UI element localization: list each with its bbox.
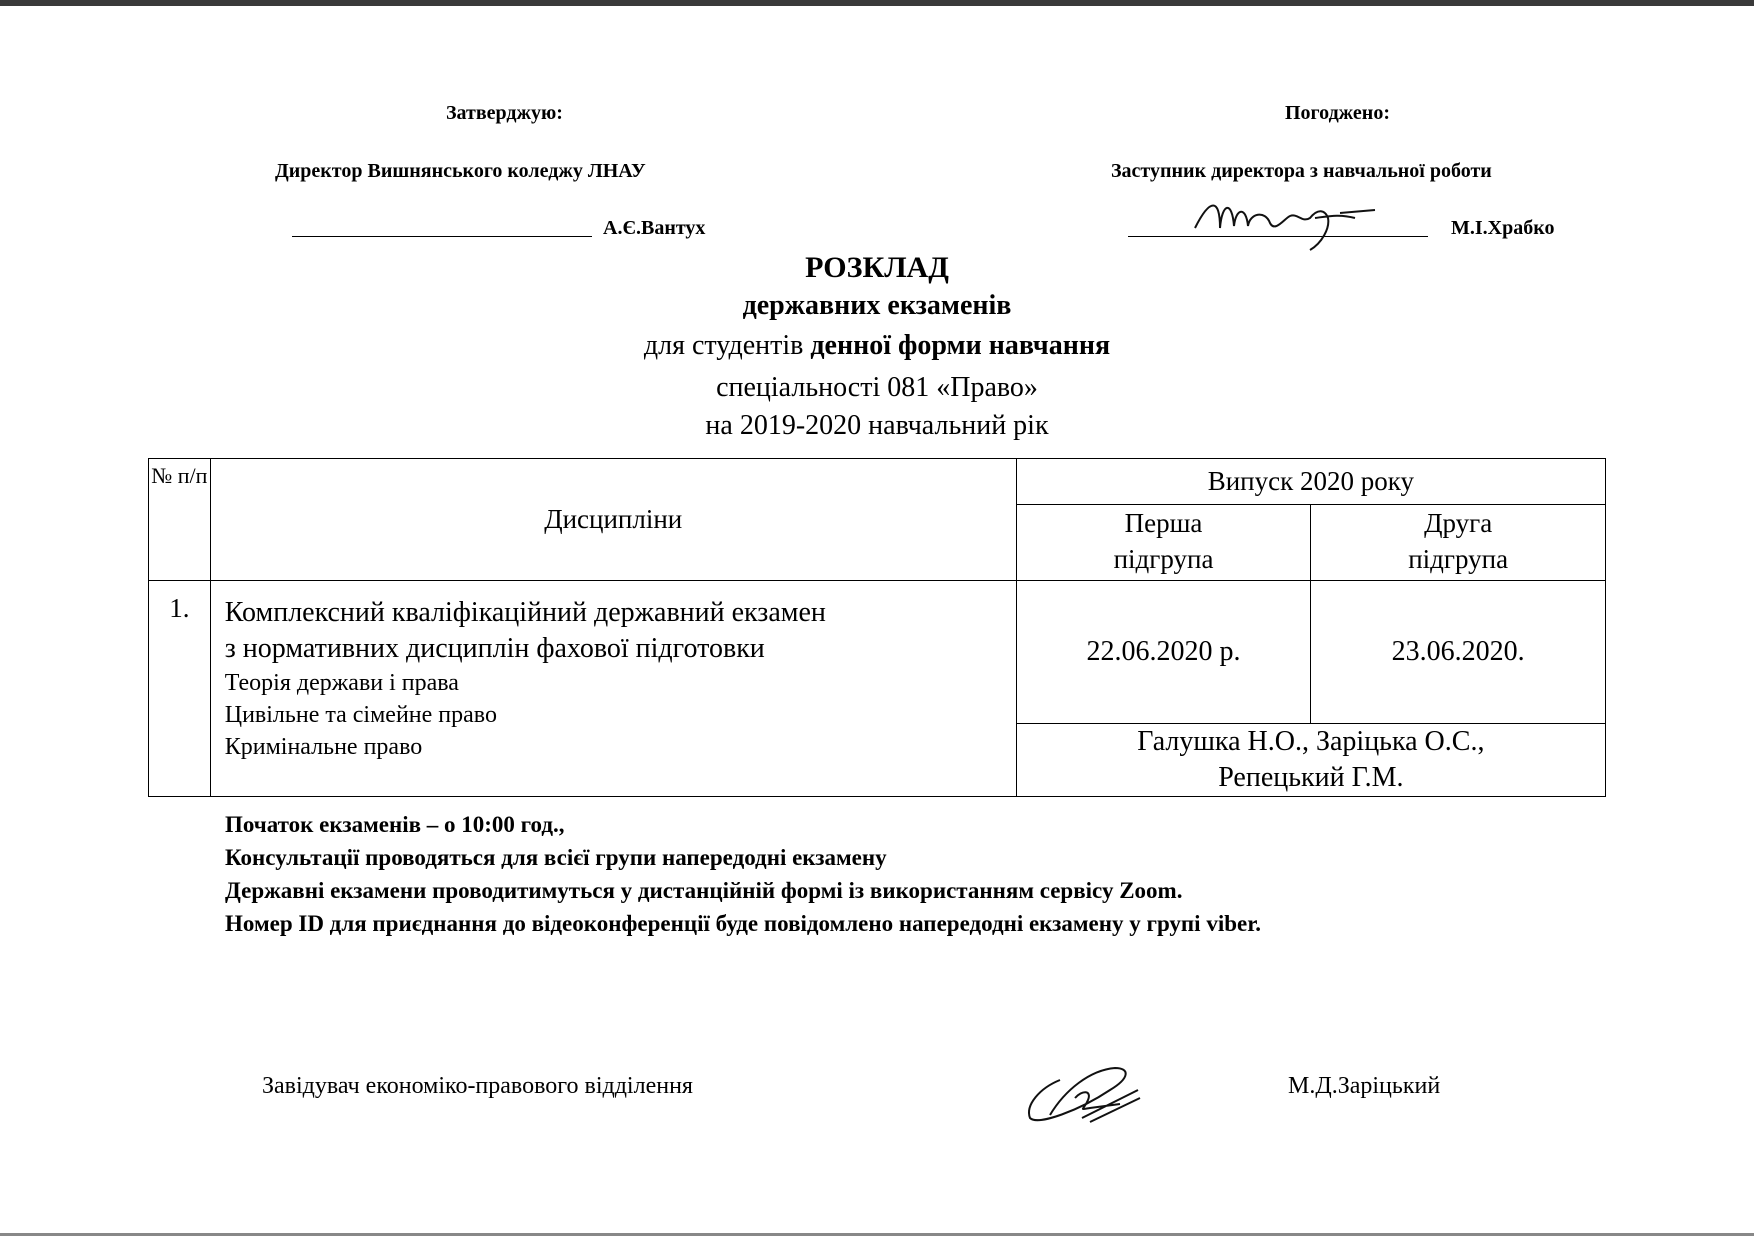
agreement-label: Погоджено: — [1285, 102, 1390, 124]
agreement-name: М.І.Храбко — [1451, 217, 1555, 239]
approval-label: Затверджую: — [446, 102, 563, 124]
scan-top-edge — [0, 0, 1754, 6]
footer-name: М.Д.Заріцький — [1288, 1073, 1441, 1099]
header-group2: Друга підгрупа — [1311, 505, 1606, 581]
title-specialty: спеціальності 081 «Право» — [716, 372, 1038, 403]
approval-signature-line — [292, 236, 592, 237]
title-year: на 2019-2020 навчальний рік — [705, 410, 1049, 441]
header-group1: Перша підгрупа — [1016, 505, 1311, 581]
examiners: Галушка Н.О., Заріцька О.С., Репецький Г.М. — [1016, 724, 1605, 797]
row-number: 1. — [149, 581, 211, 797]
subject-item: Кримінальне право — [224, 734, 423, 760]
scan-bottom-edge — [0, 1233, 1754, 1236]
date-group2: 23.06.2020. — [1311, 581, 1606, 724]
schedule-table — [148, 458, 1606, 797]
note-start-time: Початок екзаменів – о 10:00 год., — [225, 812, 565, 837]
note-viber: Номер ID для приєднання до відеоконференції буде повідомлено напередодні екзамену у групі viber. — [225, 911, 1262, 936]
subject-item: Цивільне та сімейне право — [224, 702, 497, 728]
title-students: для студентів денної форми навчання — [643, 330, 1111, 361]
row-discipline — [210, 581, 1016, 797]
footer-role: Завідувач економіко-правового відділення — [262, 1073, 693, 1099]
handwritten-signature-icon — [1020, 1060, 1150, 1135]
date-group1: 22.06.2020 р. — [1016, 581, 1311, 724]
approval-name: А.Є.Вантух — [603, 217, 706, 239]
subject-item: Теорія держави і права — [224, 670, 459, 696]
document-title: РОЗКЛАД — [805, 251, 949, 284]
exam-title-line1: Комплексний кваліфікаційний державний екзамен — [224, 597, 826, 628]
agreement-role: Заступник директора з навчальної роботи — [1111, 160, 1492, 182]
exam-title-line2: з нормативних дисциплін фахової підготовки — [224, 633, 765, 664]
approval-role: Директор Вишнянського коледжу ЛНАУ — [275, 160, 646, 182]
table-row — [149, 581, 1606, 724]
title-subject: державних екзаменів — [742, 290, 1012, 321]
note-zoom: Державні екзамени проводитимуться у дистанційній формі із використанням сервісу Zoom. — [225, 878, 1183, 903]
notes-block — [225, 808, 1261, 940]
header-release: Випуск 2020 року — [1016, 459, 1605, 505]
header-disciplines: Дисципліни — [210, 459, 1016, 581]
header-number: № п/п — [149, 459, 211, 581]
note-consultations: Консультації проводяться для всієї групи напередодні екзамену — [225, 845, 887, 870]
